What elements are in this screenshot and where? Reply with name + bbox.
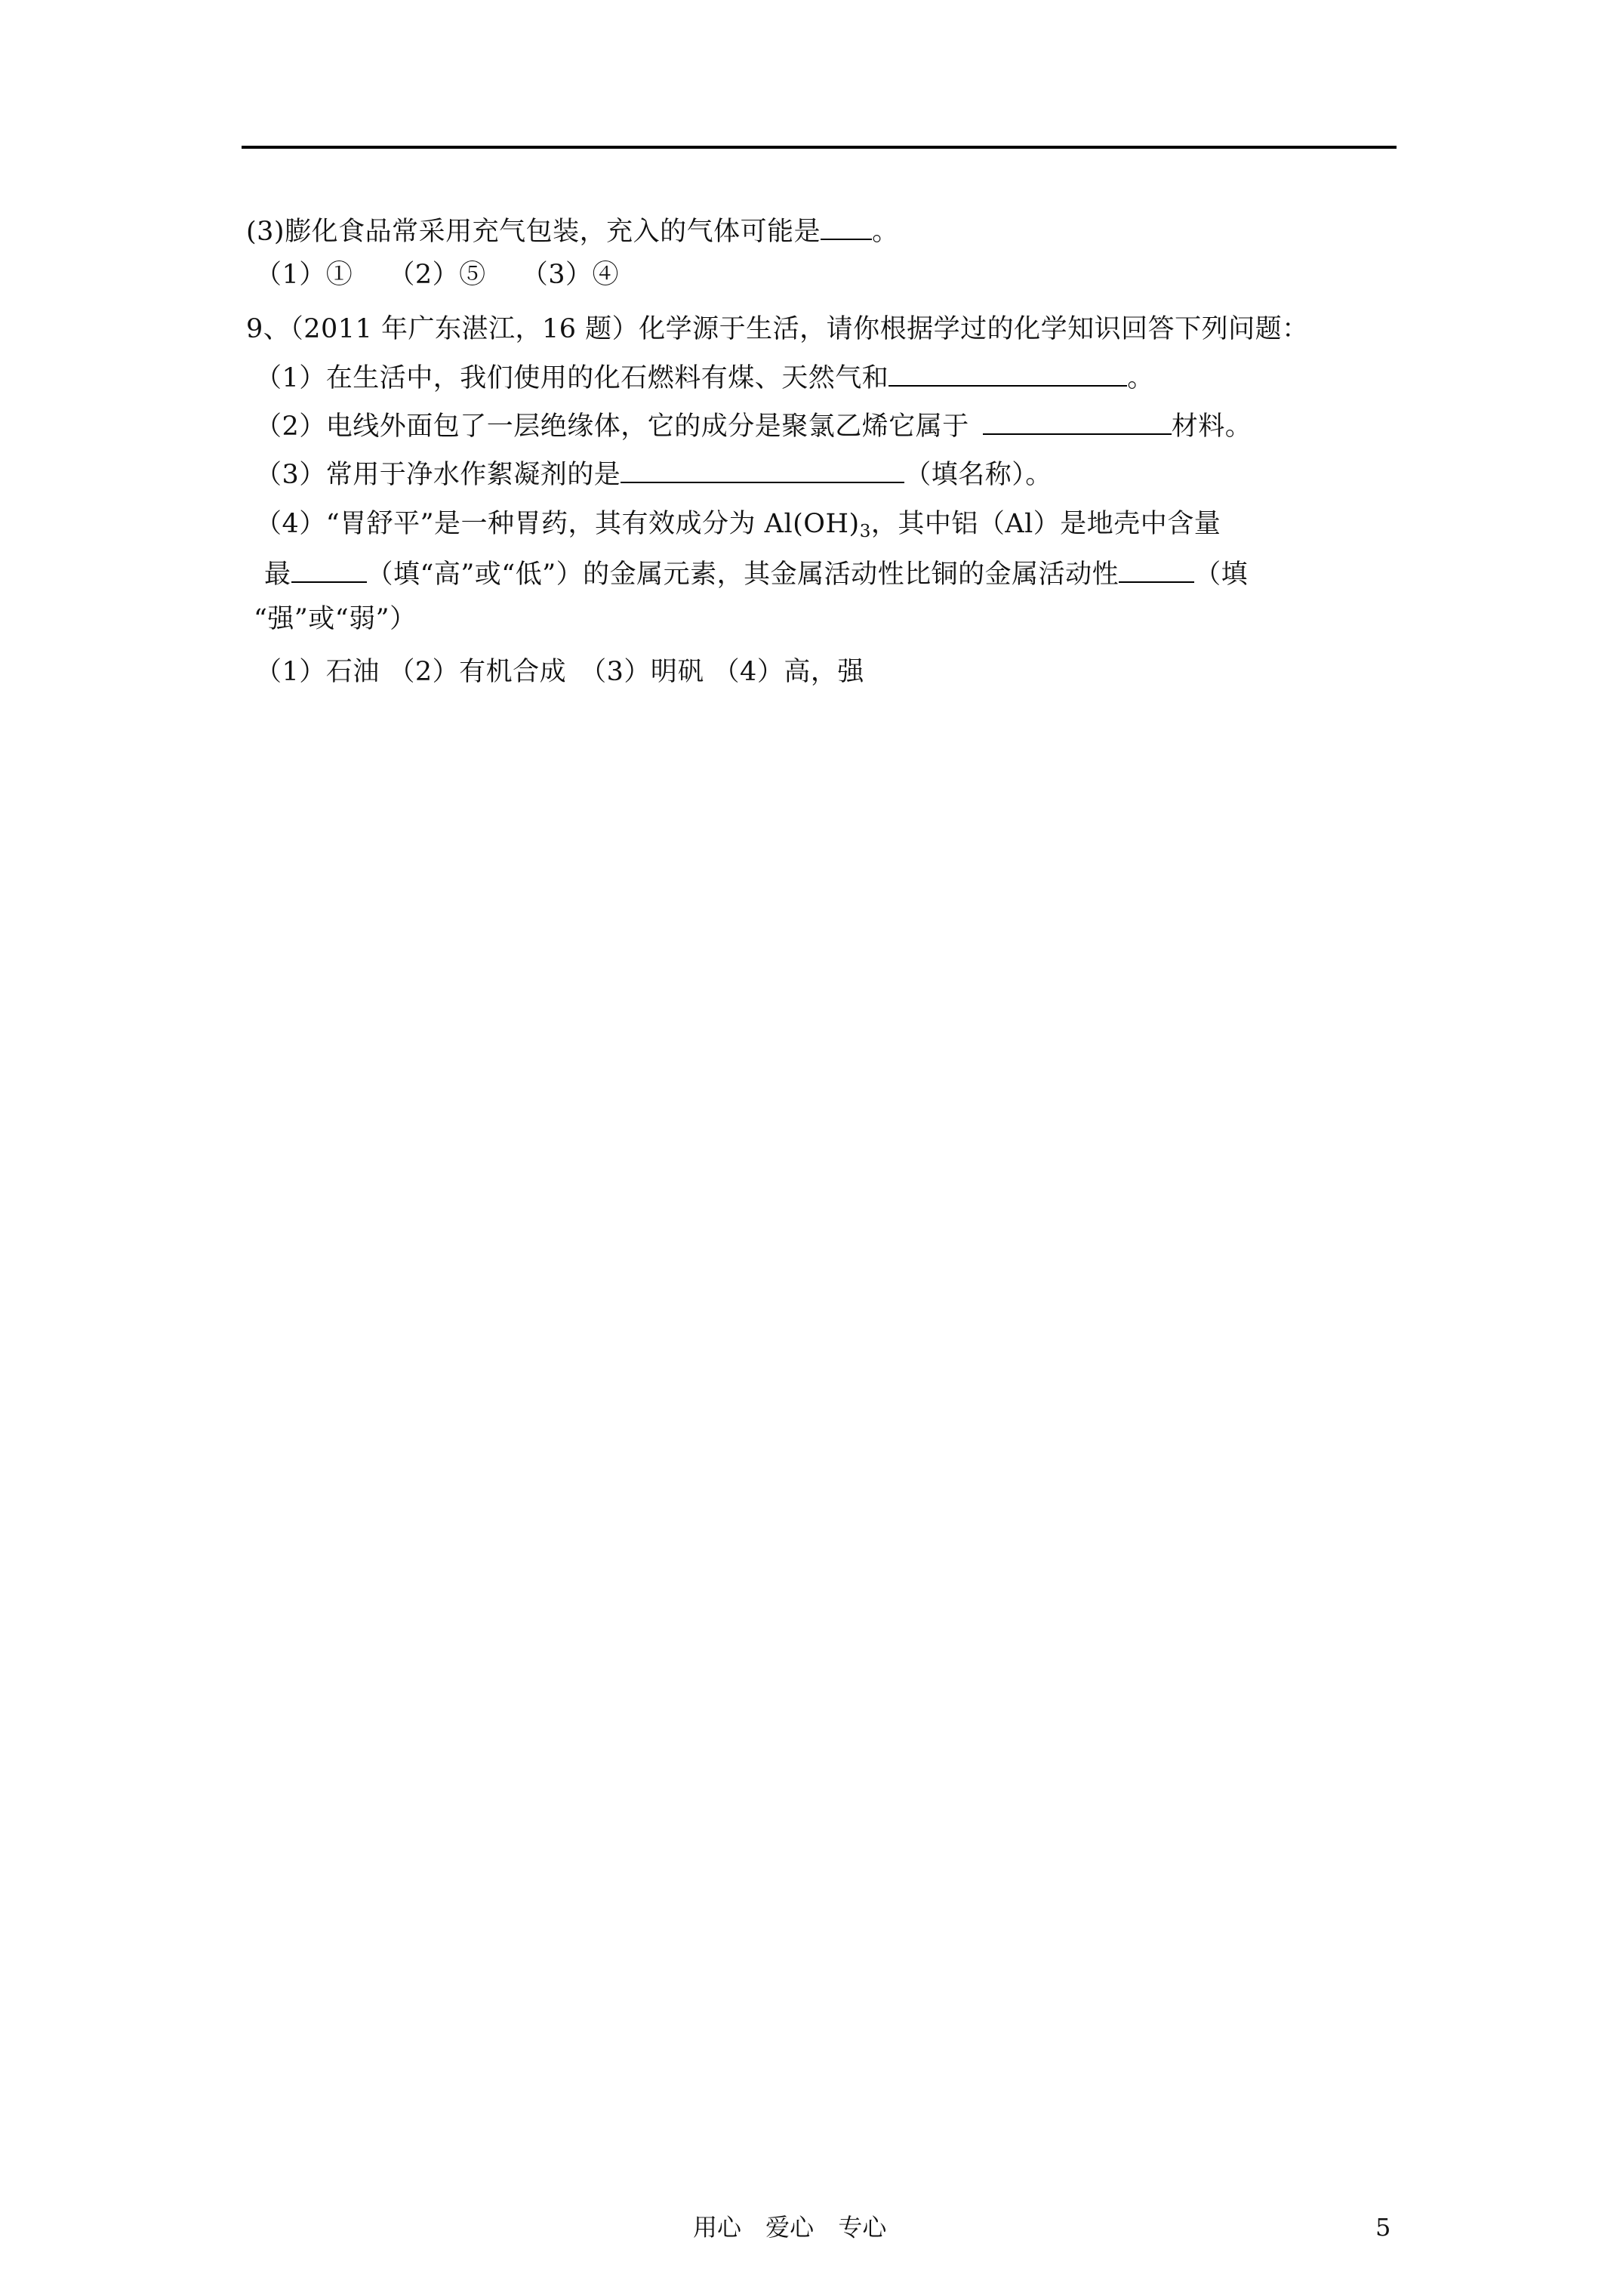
part-4-text-b: ，其中铝（Al）是地壳中含量 bbox=[870, 509, 1221, 539]
part-4-text-c: 最 bbox=[264, 559, 291, 590]
question-8-answer: （1）① （2）⑤ （3）④ bbox=[255, 260, 620, 290]
answer-blank bbox=[1119, 556, 1194, 583]
question-9-part-4-line-1 bbox=[255, 506, 1221, 550]
question-8-part-3 bbox=[246, 213, 899, 250]
question-end: 。 bbox=[872, 217, 899, 247]
question-9-part-2 bbox=[255, 408, 1252, 445]
part-3-end: （填名称）。 bbox=[904, 460, 1052, 490]
footer-motto: 用心 爱心 专心 bbox=[693, 2213, 887, 2242]
question-9-title: 9、（2011 年广东湛江，16 题）化学源于生活，请你根据学过的化学知识回答下列问题： bbox=[246, 314, 1309, 344]
question-9-answer: （1）石油 （2）有机合成 （3）明矾 （4）高，强 bbox=[255, 657, 864, 687]
subscript: 3 bbox=[859, 522, 871, 541]
question-9-part-1 bbox=[255, 359, 1154, 396]
part-2-text: （2）电线外面包了一层绝缘体，它的成分是聚氯乙烯它属于 bbox=[255, 411, 969, 442]
answer-blank bbox=[983, 408, 1172, 435]
answer-blank bbox=[621, 456, 904, 483]
part-3-text: （3）常用于净水作絮凝剂的是 bbox=[255, 460, 621, 490]
part-1-text: （1）在生活中，我们使用的化石燃料有煤、天然气和 bbox=[255, 363, 889, 393]
question-9-part-4-line-2 bbox=[264, 556, 1248, 593]
page-number: 5 bbox=[1375, 2213, 1391, 2242]
answer-blank bbox=[888, 359, 1127, 387]
part-4-text-d: （填“高”或“低”）的金属元素，其金属活动性比铜的金属活动性 bbox=[366, 559, 1119, 590]
question-9-part-4-line-3: “强”或“弱”） bbox=[254, 604, 417, 634]
part-4-text-a: （4）“胃舒平”是一种胃药，其有效成分为 Al(OH) bbox=[255, 509, 860, 539]
question-text: (3)膨化食品常采用充气包装，充入的气体可能是 bbox=[246, 217, 821, 247]
part-2-end: 材料。 bbox=[1171, 411, 1252, 442]
answer-blank bbox=[291, 556, 367, 583]
part-1-end: 。 bbox=[1127, 363, 1154, 393]
question-9-part-3 bbox=[255, 456, 1052, 493]
header-rule bbox=[242, 146, 1397, 149]
part-4-text-e: （填 bbox=[1194, 559, 1249, 590]
answer-blank bbox=[821, 213, 872, 240]
